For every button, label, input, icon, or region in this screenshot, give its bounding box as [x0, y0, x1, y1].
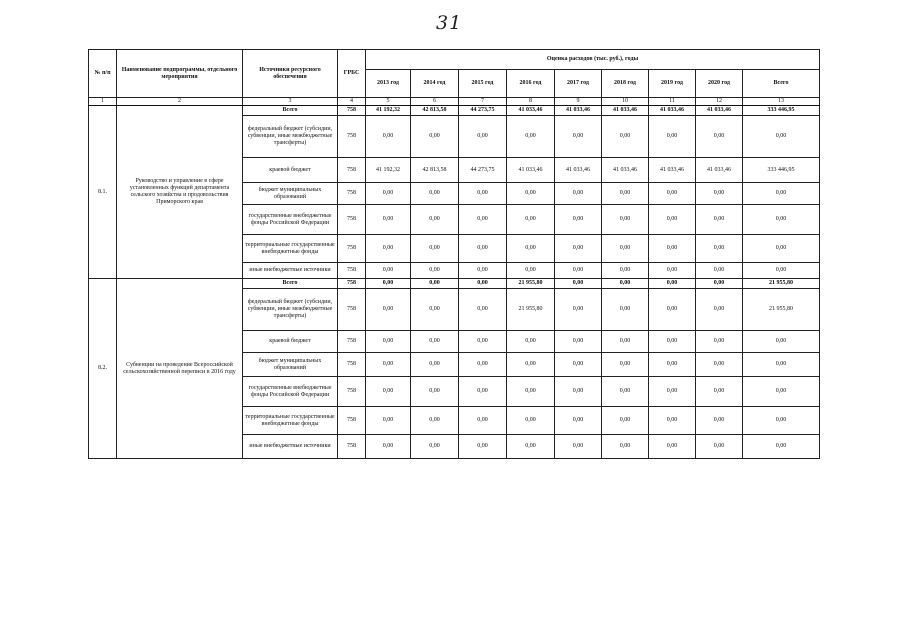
- page-number: 31: [436, 12, 463, 34]
- value-cell: 0,00: [602, 435, 649, 459]
- value-cell: 0,00: [507, 116, 555, 158]
- value-cell: 0,00: [459, 235, 507, 263]
- value-cell: 0,00: [366, 331, 411, 353]
- value-total: 333 446,95: [743, 106, 820, 116]
- value-cell: 0,00: [602, 377, 649, 407]
- funding-source: иные внебюджетные источники: [243, 263, 338, 279]
- column-index: 8: [507, 98, 555, 106]
- value-cell: 0,00: [507, 235, 555, 263]
- header-year: 2017 год: [555, 70, 602, 98]
- value-cell: 0,00: [555, 407, 602, 435]
- grbs-code: 758: [338, 279, 366, 289]
- value-cell: 0,00: [649, 377, 696, 407]
- funding-source: территориальные государственные внебюджетные фонды: [243, 235, 338, 263]
- value-cell: 42 813,58: [411, 158, 459, 183]
- value-cell: 41 033,46: [602, 106, 649, 116]
- value-total: 21 955,80: [743, 279, 820, 289]
- value-cell: 0,00: [459, 279, 507, 289]
- value-cell: 41 192,32: [366, 158, 411, 183]
- value-cell: 0,00: [507, 263, 555, 279]
- expenditure-table: [88, 49, 820, 459]
- total-row: [89, 279, 820, 289]
- value-cell: 0,00: [459, 407, 507, 435]
- funding-source: бюджет муниципальных образований: [243, 353, 338, 377]
- funding-source: территориальные государственные внебюджетные фонды: [243, 407, 338, 435]
- value-cell: 44 273,75: [459, 106, 507, 116]
- value-cell: 0,00: [602, 235, 649, 263]
- value-cell: 0,00: [696, 377, 743, 407]
- grbs-code: 758: [338, 289, 366, 331]
- value-cell: 0,00: [602, 289, 649, 331]
- value-cell: 0,00: [366, 183, 411, 205]
- value-total: 0,00: [743, 353, 820, 377]
- value-total: 333 446,95: [743, 158, 820, 183]
- funding-source: федеральный бюджет (субсидии, субвенции, иные межбюджетные трансферты): [243, 116, 338, 158]
- column-index: 4: [338, 98, 366, 106]
- column-index: 7: [459, 98, 507, 106]
- value-cell: 0,00: [696, 435, 743, 459]
- value-cell: 0,00: [459, 331, 507, 353]
- value-total: 0,00: [743, 116, 820, 158]
- value-cell: 0,00: [555, 205, 602, 235]
- value-cell: 0,00: [366, 289, 411, 331]
- activity-name: Субвенции на проведение Всероссийской сельскохозяйственной переписи в 2016 году: [117, 279, 243, 459]
- header-year: 2016 год: [507, 70, 555, 98]
- value-cell: 0,00: [555, 377, 602, 407]
- value-cell: 0,00: [366, 235, 411, 263]
- value-cell: 0,00: [649, 183, 696, 205]
- value-cell: 0,00: [459, 205, 507, 235]
- value-cell: 0,00: [366, 205, 411, 235]
- value-total: 0,00: [743, 263, 820, 279]
- value-cell: 0,00: [459, 183, 507, 205]
- value-cell: 0,00: [411, 279, 459, 289]
- value-cell: 41 033,46: [555, 106, 602, 116]
- value-cell: 0,00: [696, 116, 743, 158]
- grbs-code: 758: [338, 407, 366, 435]
- value-cell: 0,00: [555, 435, 602, 459]
- value-cell: 0,00: [411, 331, 459, 353]
- row-number: 8.2.: [89, 279, 117, 459]
- value-cell: 0,00: [649, 116, 696, 158]
- grbs-code: 758: [338, 183, 366, 205]
- value-cell: 42 813,58: [411, 106, 459, 116]
- value-cell: 0,00: [555, 183, 602, 205]
- value-cell: 0,00: [649, 331, 696, 353]
- value-cell: 41 033,46: [555, 158, 602, 183]
- column-index: 3: [243, 98, 338, 106]
- grbs-code: 758: [338, 331, 366, 353]
- funding-source: Всего: [243, 279, 338, 289]
- header-grbs: ГРБС: [338, 50, 366, 98]
- value-cell: 0,00: [459, 435, 507, 459]
- value-cell: 41 192,32: [366, 106, 411, 116]
- value-cell: 41 033,46: [696, 106, 743, 116]
- value-cell: 0,00: [696, 263, 743, 279]
- value-cell: 0,00: [459, 377, 507, 407]
- value-cell: 0,00: [696, 353, 743, 377]
- value-cell: 0,00: [459, 289, 507, 331]
- value-cell: 0,00: [507, 377, 555, 407]
- grbs-code: 758: [338, 106, 366, 116]
- activity-name: Руководство и управление в сфере установленных функций департамента сельского хозяйства и продовольствия Приморского края: [117, 106, 243, 279]
- value-total: 21 955,80: [743, 289, 820, 331]
- value-cell: 0,00: [507, 353, 555, 377]
- value-cell: 0,00: [366, 116, 411, 158]
- grbs-code: 758: [338, 353, 366, 377]
- value-cell: 0,00: [649, 205, 696, 235]
- value-cell: 0,00: [696, 331, 743, 353]
- value-cell: 0,00: [459, 116, 507, 158]
- header-year: Всего: [743, 70, 820, 98]
- value-cell: 0,00: [649, 279, 696, 289]
- value-cell: 0,00: [555, 263, 602, 279]
- value-total: 0,00: [743, 235, 820, 263]
- value-total: 0,00: [743, 183, 820, 205]
- header-year: 2019 год: [649, 70, 696, 98]
- column-index: 9: [555, 98, 602, 106]
- header-year: 2015 год: [459, 70, 507, 98]
- funding-source: государственные внебюджетные фонды Российской Федерации: [243, 205, 338, 235]
- value-cell: 0,00: [411, 183, 459, 205]
- value-cell: 0,00: [602, 205, 649, 235]
- value-cell: 0,00: [411, 205, 459, 235]
- value-cell: 0,00: [507, 183, 555, 205]
- value-cell: 0,00: [411, 289, 459, 331]
- header-num: № п/п: [89, 50, 117, 98]
- column-index: 5: [366, 98, 411, 106]
- value-cell: 0,00: [696, 183, 743, 205]
- total-row: [89, 106, 820, 116]
- funding-source: бюджет муниципальных образований: [243, 183, 338, 205]
- value-cell: 21 955,80: [507, 289, 555, 331]
- grbs-code: 758: [338, 205, 366, 235]
- value-cell: 0,00: [507, 407, 555, 435]
- value-cell: 0,00: [411, 353, 459, 377]
- value-cell: 0,00: [696, 205, 743, 235]
- value-total: 0,00: [743, 331, 820, 353]
- value-cell: 41 033,46: [696, 158, 743, 183]
- grbs-code: 758: [338, 435, 366, 459]
- row-number: 8.1.: [89, 106, 117, 279]
- value-cell: 41 033,46: [602, 158, 649, 183]
- value-cell: 0,00: [411, 377, 459, 407]
- grbs-code: 758: [338, 158, 366, 183]
- value-cell: 0,00: [696, 279, 743, 289]
- value-cell: 0,00: [696, 289, 743, 331]
- funding-source: иные внебюджетные источники: [243, 435, 338, 459]
- value-total: 0,00: [743, 205, 820, 235]
- header-year: 2020 год: [696, 70, 743, 98]
- value-cell: 0,00: [411, 116, 459, 158]
- value-cell: 0,00: [555, 289, 602, 331]
- value-cell: 0,00: [602, 279, 649, 289]
- value-cell: 0,00: [649, 263, 696, 279]
- value-total: 0,00: [743, 377, 820, 407]
- value-cell: 0,00: [649, 435, 696, 459]
- value-cell: 0,00: [649, 407, 696, 435]
- value-cell: 0,00: [602, 263, 649, 279]
- funding-source: Всего: [243, 106, 338, 116]
- value-cell: 0,00: [555, 235, 602, 263]
- value-cell: 0,00: [649, 353, 696, 377]
- funding-source: краевой бюджет: [243, 331, 338, 353]
- value-cell: 0,00: [366, 407, 411, 435]
- value-cell: 0,00: [555, 279, 602, 289]
- value-cell: 0,00: [602, 183, 649, 205]
- header-year: 2018 год: [602, 70, 649, 98]
- value-cell: 0,00: [555, 353, 602, 377]
- grbs-code: 758: [338, 263, 366, 279]
- value-cell: 0,00: [649, 235, 696, 263]
- value-cell: 0,00: [366, 279, 411, 289]
- value-cell: 0,00: [602, 331, 649, 353]
- value-cell: 0,00: [696, 235, 743, 263]
- header-year: 2013 год: [366, 70, 411, 98]
- value-cell: 41 033,46: [507, 158, 555, 183]
- value-cell: 41 033,46: [507, 106, 555, 116]
- value-cell: 0,00: [411, 407, 459, 435]
- header-estimate: Оценка расходов (тыс. руб.), годы: [366, 50, 820, 70]
- value-cell: 0,00: [366, 263, 411, 279]
- value-cell: 41 033,46: [649, 158, 696, 183]
- column-index: 2: [117, 98, 243, 106]
- funding-source: государственные внебюджетные фонды Российской Федерации: [243, 377, 338, 407]
- value-cell: 41 033,46: [649, 106, 696, 116]
- value-cell: 0,00: [555, 116, 602, 158]
- value-cell: 0,00: [366, 353, 411, 377]
- value-cell: 0,00: [602, 116, 649, 158]
- value-cell: 0,00: [459, 263, 507, 279]
- column-index: 10: [602, 98, 649, 106]
- header-year: 2014 год: [411, 70, 459, 98]
- value-cell: 0,00: [696, 407, 743, 435]
- value-cell: 0,00: [366, 435, 411, 459]
- header-name: Наименование подпрограммы, отдельного мероприятия: [117, 50, 243, 98]
- value-total: 0,00: [743, 435, 820, 459]
- funding-source: федеральный бюджет (субсидии, субвенции, иные межбюджетные трансферты): [243, 289, 338, 331]
- value-cell: 44 273,75: [459, 158, 507, 183]
- column-index: 11: [649, 98, 696, 106]
- value-cell: 0,00: [555, 331, 602, 353]
- column-index: 1: [89, 98, 117, 106]
- column-index: 6: [411, 98, 459, 106]
- value-cell: 0,00: [507, 205, 555, 235]
- value-cell: 0,00: [649, 289, 696, 331]
- value-cell: 0,00: [602, 407, 649, 435]
- value-cell: 0,00: [366, 377, 411, 407]
- value-cell: 0,00: [459, 353, 507, 377]
- value-cell: 0,00: [411, 263, 459, 279]
- value-cell: 0,00: [411, 235, 459, 263]
- grbs-code: 758: [338, 377, 366, 407]
- funding-source: краевой бюджет: [243, 158, 338, 183]
- value-cell: 0,00: [507, 331, 555, 353]
- value-cell: 21 955,80: [507, 279, 555, 289]
- value-total: 0,00: [743, 407, 820, 435]
- header-source: Источники ресурсного обеспечения: [243, 50, 338, 98]
- grbs-code: 758: [338, 116, 366, 158]
- grbs-code: 758: [338, 235, 366, 263]
- column-index: 13: [743, 98, 820, 106]
- column-index: 12: [696, 98, 743, 106]
- value-cell: 0,00: [602, 353, 649, 377]
- value-cell: 0,00: [507, 435, 555, 459]
- value-cell: 0,00: [411, 435, 459, 459]
